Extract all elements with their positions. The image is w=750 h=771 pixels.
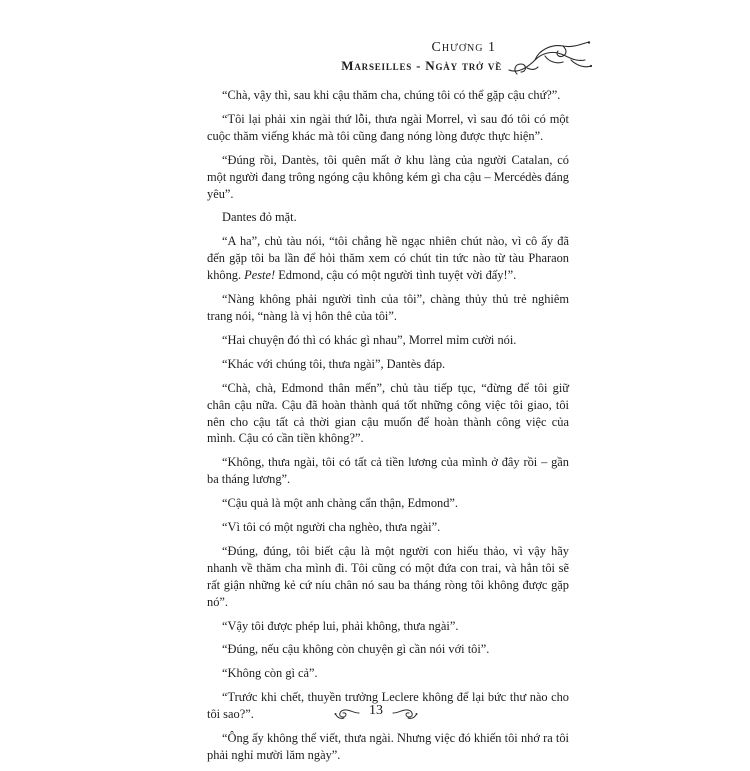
paragraph-7: “Hai chuyện đó thì có khác gì nhau”, Morrel mỉm cười nói. [222, 332, 517, 347]
scroll-ornament-right-icon [391, 706, 419, 720]
swirl-ornament-icon [505, 40, 595, 78]
paragraph-3: “Đúng rồi, Dantès, tôi quên mất ở khu làng của người Catalan, có một người đang trông ngóng cậu không kém gì cha cậu – Mercédès đáng yêu”. [207, 152, 569, 201]
paragraph-1: “Chà, vậy thì, sau khi cậu thăm cha, chúng tôi có thể gặp cậu chứ?”. [222, 88, 561, 102]
paragraph-13: “Đúng, đúng, tôi biết cậu là một người con hiếu thảo, vì vậy hãy nhanh về thăm cha mình đi. Tôi cũng có một đứa con trai, và hẳn tôi sẽ rất giận những kẻ cứ níu chân nó sau ba tháng ròng tôi không được gặp nó”. [207, 543, 569, 609]
paragraph-5-italic: Peste! [244, 268, 276, 283]
chapter-title: Marseilles - Ngày trở về [341, 58, 502, 73]
paragraph-10: “Không, thưa ngài, tôi có tất cả tiền lương của mình ở đây rồi – gần ba tháng lương”. [207, 455, 569, 487]
paragraph-4: Dantes đỏ mặt. [222, 210, 297, 225]
paragraph-2: “Tôi lại phải xin ngài thứ lỗi, thưa ngài Morrel, vì sau đó tôi có một cuộc thăm viếng khác mà tôi cũng đang nóng lòng được thực hiện”. [207, 111, 569, 143]
paragraph-12: “Vì tôi có một người cha nghèo, thưa ngài”. [222, 520, 441, 535]
paragraph-11: “Cậu quả là một anh chàng cẩn thận, Edmond”. [222, 496, 459, 511]
page-footer [0, 703, 750, 727]
paragraph-8: “Khác với chúng tôi, thưa ngài”, Dantès đáp. [222, 356, 446, 371]
paragraph-9: “Chà, chà, Edmond thân mến”, chủ tàu tiếp tục, “đừng để tôi giữ chân cậu nữa. Cậu đã hoàn thành quá tốt những công việc tôi giao, tôi nên cho cậu tất cả thời gian cậu muốn để hoàn thành công việc của mình. Cậu có cần tiền không?”. [207, 380, 569, 446]
scroll-ornament-left-icon [333, 706, 361, 720]
paragraph-16: “Không còn gì cả”. [222, 666, 318, 681]
paragraph-5-text-before: “A ha”, chủ tàu nói, “tôi chẳng hề ngạc nhiên chút nào, vì cô ấy đã đến gặp tôi ba lần để hỏi thăm xem có chút tin tức nào từ tàu Pharaon không. [207, 234, 569, 283]
running-header [0, 38, 750, 88]
page-number: 13 [369, 703, 383, 718]
paragraph-6: “Nàng không phải người tình của tôi”, chàng thủy thủ trẻ nghiêm trang nói, “nàng là vị hôn thê của tôi”. [207, 292, 569, 323]
paragraph-18: “Ông ấy không thể viết, thưa ngài. Nhưng việc đó khiến tôi nhớ ra tôi phải nghỉ mười lăm ngày”. [207, 731, 569, 762]
body-text [207, 87, 569, 771]
paragraph-14: “Vậy tôi được phép lui, phải không, thưa ngài”. [222, 618, 459, 633]
paragraph-17: “Trước khi chết, thuyền trưởng Leclere không để lại bức thư nào cho tôi sao?”. [207, 690, 569, 722]
chapter-label: Chương 1 [431, 40, 496, 55]
paragraph-5-text-after: Edmond, cậu có một người tình tuyệt vời đấy!”. [275, 268, 517, 283]
paragraph-15: “Đúng, nếu cậu không còn chuyện gì cần nói với tôi”. [222, 642, 490, 657]
paragraph-5 [207, 233, 569, 284]
